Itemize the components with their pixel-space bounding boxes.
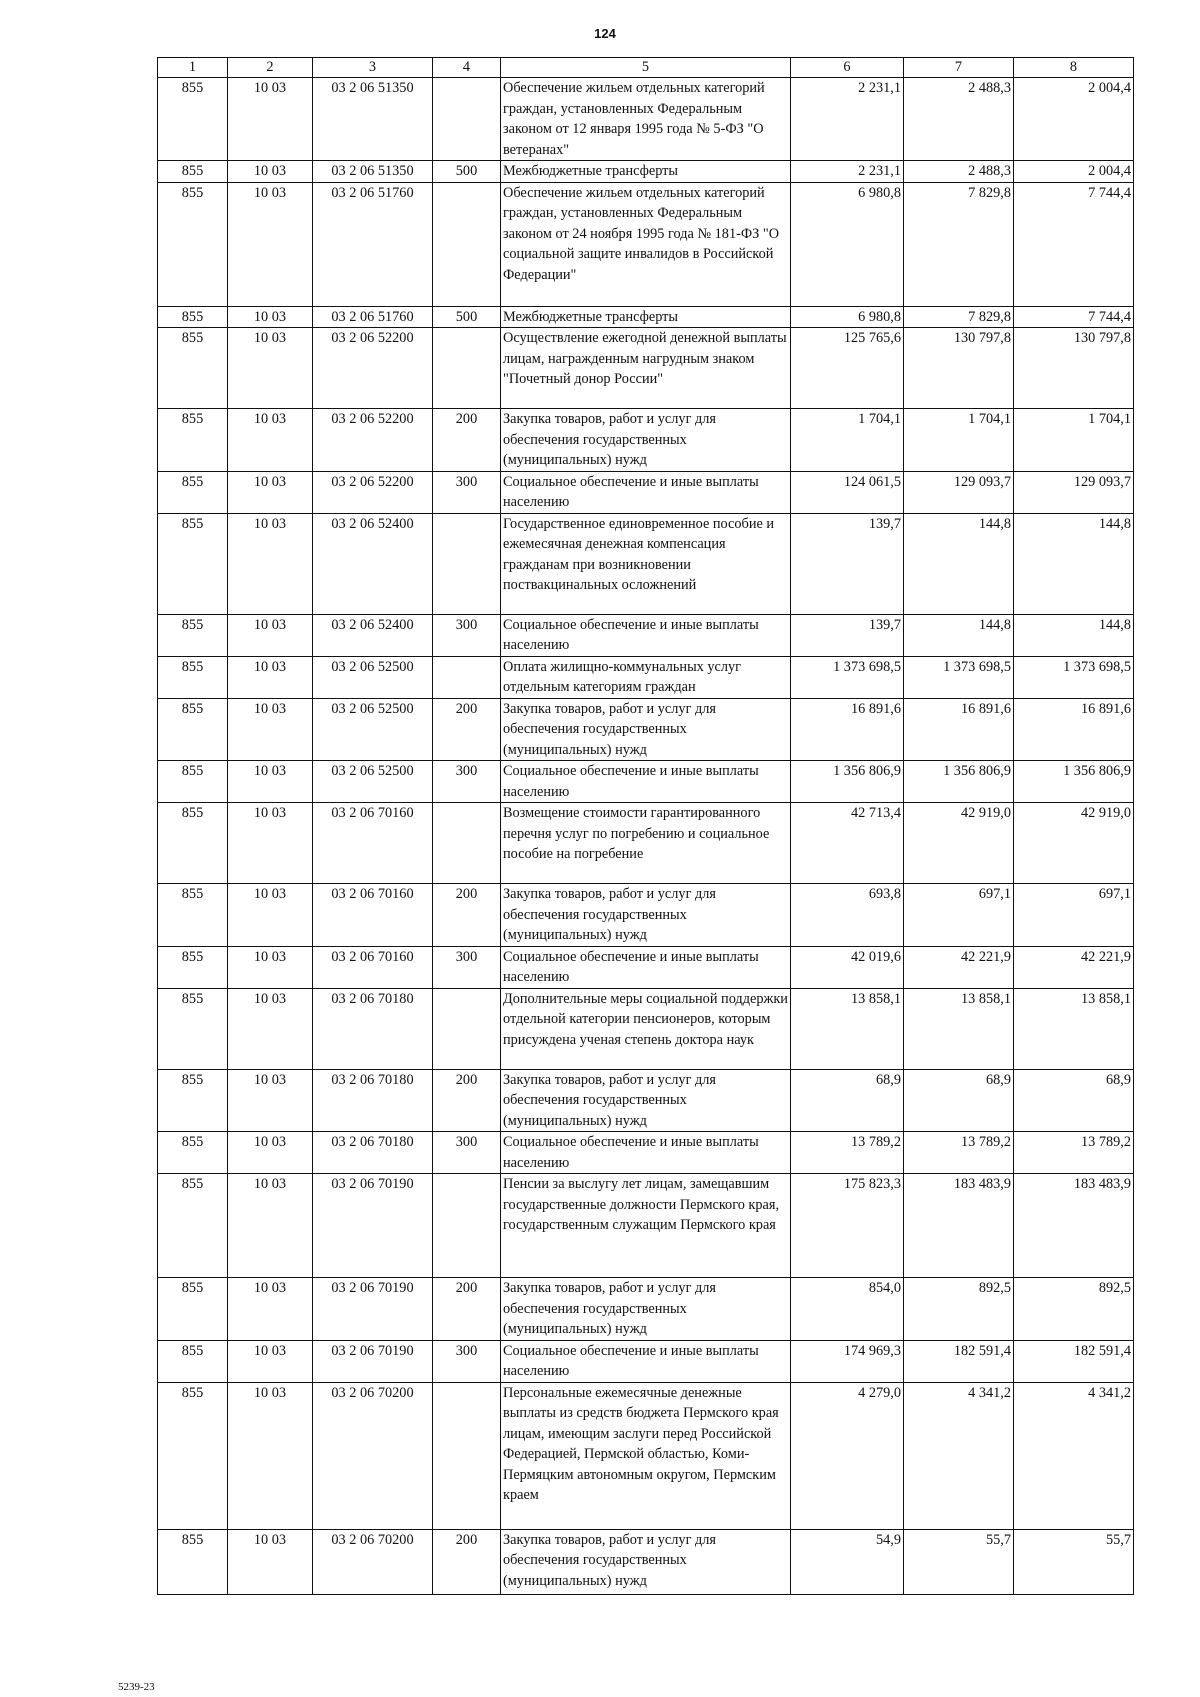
cell-amount-col6: 1 356 806,9	[791, 761, 904, 803]
table-row	[158, 1529, 1134, 1594]
cell-description: Оплата жилищно-коммунальных услуг отдельным категориям граждан	[501, 656, 791, 698]
cell-amount-col6: 54,9	[791, 1529, 904, 1594]
cell-amount-col7: 16 891,6	[904, 698, 1014, 761]
cell-section: 10 03	[228, 328, 313, 409]
cell-amount-col6: 6 980,8	[791, 306, 904, 328]
cell-target-article: 03 2 06 52200	[313, 471, 433, 513]
cell-amount-col7: 892,5	[904, 1278, 1014, 1341]
cell-target-article: 03 2 06 52500	[313, 761, 433, 803]
cell-amount-col7: 182 591,4	[904, 1340, 1014, 1382]
cell-amount-col7: 13 858,1	[904, 988, 1014, 1069]
cell-section: 10 03	[228, 698, 313, 761]
cell-description: Социальное обеспечение и иные выплаты населению	[501, 1132, 791, 1174]
column-header: 3	[313, 58, 433, 78]
cell-description: Обеспечение жильем отдельных категорий граждан, установленных Федеральным законом от 24 ноября 1995 года № 181-ФЗ "О социальной защите инвалидов в Российской Федерации"	[501, 182, 791, 306]
cell-expense-type: 300	[433, 1340, 501, 1382]
cell-department: 855	[158, 306, 228, 328]
cell-amount-col6: 2 231,1	[791, 161, 904, 183]
table-row	[158, 78, 1134, 161]
cell-target-article: 03 2 06 52400	[313, 614, 433, 656]
cell-expense-type	[433, 1174, 501, 1278]
page-number: 124	[594, 26, 616, 41]
cell-department: 855	[158, 698, 228, 761]
cell-department: 855	[158, 1529, 228, 1594]
cell-expense-type: 200	[433, 1069, 501, 1132]
table-row	[158, 1174, 1134, 1278]
column-header: 5	[501, 58, 791, 78]
cell-description: Социальное обеспечение и иные выплаты населению	[501, 946, 791, 988]
cell-department: 855	[158, 471, 228, 513]
cell-amount-col6: 13 858,1	[791, 988, 904, 1069]
cell-amount-col6: 42 713,4	[791, 803, 904, 884]
cell-amount-col7: 183 483,9	[904, 1174, 1014, 1278]
cell-section: 10 03	[228, 513, 313, 614]
cell-expense-type: 200	[433, 1529, 501, 1594]
table-row	[158, 182, 1134, 306]
cell-description: Осуществление ежегодной денежной выплаты лицам, награжденным нагрудным знаком "Почетный донор России"	[501, 328, 791, 409]
cell-amount-col8: 1 373 698,5	[1014, 656, 1134, 698]
table-row	[158, 1069, 1134, 1132]
cell-expense-type: 200	[433, 409, 501, 472]
cell-amount-col6: 693,8	[791, 884, 904, 947]
cell-description: Социальное обеспечение и иные выплаты населению	[501, 471, 791, 513]
cell-amount-col8: 16 891,6	[1014, 698, 1134, 761]
cell-amount-col6: 16 891,6	[791, 698, 904, 761]
cell-amount-col8: 183 483,9	[1014, 1174, 1134, 1278]
cell-description: Закупка товаров, работ и услуг для обеспечения государственных (муниципальных) нужд	[501, 1278, 791, 1341]
cell-amount-col8: 1 704,1	[1014, 409, 1134, 472]
cell-amount-col7: 13 789,2	[904, 1132, 1014, 1174]
cell-amount-col7: 1 373 698,5	[904, 656, 1014, 698]
cell-section: 10 03	[228, 182, 313, 306]
cell-expense-type: 500	[433, 306, 501, 328]
cell-amount-col7: 144,8	[904, 614, 1014, 656]
cell-amount-col8: 42 221,9	[1014, 946, 1134, 988]
cell-description: Социальное обеспечение и иные выплаты населению	[501, 761, 791, 803]
cell-amount-col6: 4 279,0	[791, 1382, 904, 1529]
cell-amount-col6: 1 704,1	[791, 409, 904, 472]
cell-section: 10 03	[228, 1382, 313, 1529]
cell-target-article: 03 2 06 52200	[313, 328, 433, 409]
cell-target-article: 03 2 06 70190	[313, 1340, 433, 1382]
table-row	[158, 946, 1134, 988]
cell-target-article: 03 2 06 70160	[313, 946, 433, 988]
cell-target-article: 03 2 06 70180	[313, 1132, 433, 1174]
cell-expense-type	[433, 1382, 501, 1529]
column-header: 2	[228, 58, 313, 78]
cell-amount-col7: 697,1	[904, 884, 1014, 947]
cell-target-article: 03 2 06 70160	[313, 884, 433, 947]
cell-expense-type: 300	[433, 471, 501, 513]
cell-section: 10 03	[228, 988, 313, 1069]
cell-amount-col7: 1 356 806,9	[904, 761, 1014, 803]
cell-amount-col8: 182 591,4	[1014, 1340, 1134, 1382]
cell-description: Закупка товаров, работ и услуг для обеспечения государственных (муниципальных) нужд	[501, 1529, 791, 1594]
column-header: 7	[904, 58, 1014, 78]
cell-amount-col8: 13 789,2	[1014, 1132, 1134, 1174]
cell-amount-col8: 55,7	[1014, 1529, 1134, 1594]
cell-expense-type	[433, 78, 501, 161]
cell-expense-type: 300	[433, 1132, 501, 1174]
cell-department: 855	[158, 656, 228, 698]
cell-amount-col6: 13 789,2	[791, 1132, 904, 1174]
cell-section: 10 03	[228, 884, 313, 947]
table-row	[158, 1340, 1134, 1382]
table-row	[158, 988, 1134, 1069]
cell-section: 10 03	[228, 1174, 313, 1278]
table-row	[158, 161, 1134, 183]
cell-section: 10 03	[228, 409, 313, 472]
cell-target-article: 03 2 06 70190	[313, 1174, 433, 1278]
cell-amount-col8: 892,5	[1014, 1278, 1134, 1341]
cell-department: 855	[158, 1069, 228, 1132]
cell-amount-col6: 125 765,6	[791, 328, 904, 409]
cell-amount-col7: 4 341,2	[904, 1382, 1014, 1529]
cell-expense-type	[433, 328, 501, 409]
table-row	[158, 1132, 1134, 1174]
cell-target-article: 03 2 06 52500	[313, 656, 433, 698]
cell-description: Обеспечение жильем отдельных категорий граждан, установленных Федеральным законом от 12 января 1995 года № 5-ФЗ "О ветеранах"	[501, 78, 791, 161]
cell-description: Государственное единовременное пособие и ежемесячная денежная компенсация гражданам при возникновении поствакцинальных осложнений	[501, 513, 791, 614]
cell-description: Социальное обеспечение и иные выплаты населению	[501, 614, 791, 656]
cell-amount-col8: 144,8	[1014, 614, 1134, 656]
cell-amount-col8: 1 356 806,9	[1014, 761, 1134, 803]
cell-description: Межбюджетные трансферты	[501, 306, 791, 328]
cell-target-article: 03 2 06 52200	[313, 409, 433, 472]
cell-description: Закупка товаров, работ и услуг для обеспечения государственных (муниципальных) нужд	[501, 409, 791, 472]
cell-expense-type: 300	[433, 761, 501, 803]
document-code: 5239-23	[118, 1681, 155, 1693]
cell-department: 855	[158, 946, 228, 988]
cell-amount-col8: 13 858,1	[1014, 988, 1134, 1069]
cell-department: 855	[158, 513, 228, 614]
cell-amount-col6: 6 980,8	[791, 182, 904, 306]
cell-amount-col6: 42 019,6	[791, 946, 904, 988]
cell-amount-col8: 7 744,4	[1014, 182, 1134, 306]
cell-amount-col8: 2 004,4	[1014, 161, 1134, 183]
cell-description: Закупка товаров, работ и услуг для обеспечения государственных (муниципальных) нужд	[501, 884, 791, 947]
cell-target-article: 03 2 06 70160	[313, 803, 433, 884]
cell-department: 855	[158, 614, 228, 656]
cell-department: 855	[158, 182, 228, 306]
cell-description: Дополнительные меры социальной поддержки отдельной категории пенсионеров, которым присуждена ученая степень доктора наук	[501, 988, 791, 1069]
cell-section: 10 03	[228, 1132, 313, 1174]
table-header-row	[158, 58, 1134, 78]
table-row	[158, 328, 1134, 409]
cell-department: 855	[158, 1382, 228, 1529]
cell-amount-col7: 55,7	[904, 1529, 1014, 1594]
cell-amount-col6: 139,7	[791, 513, 904, 614]
cell-department: 855	[158, 988, 228, 1069]
cell-section: 10 03	[228, 614, 313, 656]
column-header: 6	[791, 58, 904, 78]
table-row	[158, 306, 1134, 328]
cell-department: 855	[158, 1278, 228, 1341]
column-header: 8	[1014, 58, 1134, 78]
cell-expense-type: 500	[433, 161, 501, 183]
cell-target-article: 03 2 06 52500	[313, 698, 433, 761]
cell-amount-col7: 42 221,9	[904, 946, 1014, 988]
cell-section: 10 03	[228, 471, 313, 513]
cell-description: Пенсии за выслугу лет лицам, замещавшим государственные должности Пермского края, государственным служащим Пермского края	[501, 1174, 791, 1278]
cell-amount-col7: 129 093,7	[904, 471, 1014, 513]
budget-table	[157, 57, 1134, 1595]
cell-section: 10 03	[228, 1069, 313, 1132]
cell-description: Закупка товаров, работ и услуг для обеспечения государственных (муниципальных) нужд	[501, 1069, 791, 1132]
cell-amount-col6: 139,7	[791, 614, 904, 656]
cell-section: 10 03	[228, 306, 313, 328]
cell-description: Возмещение стоимости гарантированного перечня услуг по погребению и социальное пособие на погребение	[501, 803, 791, 884]
cell-section: 10 03	[228, 761, 313, 803]
cell-description: Межбюджетные трансферты	[501, 161, 791, 183]
cell-expense-type: 300	[433, 614, 501, 656]
table-row	[158, 409, 1134, 472]
cell-amount-col6: 2 231,1	[791, 78, 904, 161]
cell-target-article: 03 2 06 51760	[313, 306, 433, 328]
cell-amount-col7: 130 797,8	[904, 328, 1014, 409]
cell-target-article: 03 2 06 70180	[313, 1069, 433, 1132]
cell-amount-col7: 2 488,3	[904, 161, 1014, 183]
cell-amount-col6: 1 373 698,5	[791, 656, 904, 698]
cell-amount-col7: 7 829,8	[904, 182, 1014, 306]
cell-target-article: 03 2 06 70200	[313, 1382, 433, 1529]
cell-target-article: 03 2 06 51350	[313, 78, 433, 161]
cell-department: 855	[158, 884, 228, 947]
cell-department: 855	[158, 409, 228, 472]
cell-amount-col7: 68,9	[904, 1069, 1014, 1132]
table-row	[158, 1382, 1134, 1529]
cell-description: Закупка товаров, работ и услуг для обеспечения государственных (муниципальных) нужд	[501, 698, 791, 761]
cell-expense-type: 200	[433, 698, 501, 761]
cell-amount-col8: 2 004,4	[1014, 78, 1134, 161]
cell-department: 855	[158, 78, 228, 161]
cell-amount-col7: 7 829,8	[904, 306, 1014, 328]
cell-target-article: 03 2 06 70180	[313, 988, 433, 1069]
cell-section: 10 03	[228, 78, 313, 161]
table-row	[158, 884, 1134, 947]
cell-section: 10 03	[228, 803, 313, 884]
cell-target-article: 03 2 06 51760	[313, 182, 433, 306]
cell-expense-type	[433, 513, 501, 614]
cell-expense-type	[433, 803, 501, 884]
cell-expense-type	[433, 656, 501, 698]
cell-target-article: 03 2 06 70200	[313, 1529, 433, 1594]
cell-amount-col7: 1 704,1	[904, 409, 1014, 472]
cell-department: 855	[158, 803, 228, 884]
cell-amount-col7: 2 488,3	[904, 78, 1014, 161]
cell-amount-col8: 7 744,4	[1014, 306, 1134, 328]
cell-expense-type	[433, 988, 501, 1069]
cell-target-article: 03 2 06 52400	[313, 513, 433, 614]
cell-description: Социальное обеспечение и иные выплаты населению	[501, 1340, 791, 1382]
cell-target-article: 03 2 06 51350	[313, 161, 433, 183]
cell-target-article: 03 2 06 70190	[313, 1278, 433, 1341]
cell-amount-col8: 68,9	[1014, 1069, 1134, 1132]
cell-amount-col6: 175 823,3	[791, 1174, 904, 1278]
cell-department: 855	[158, 328, 228, 409]
cell-description: Персональные ежемесячные денежные выплаты из средств бюджета Пермского края лицам, имеющим заслуги перед Российской Федерацией, Пермской областью, Коми-Пермяцким автономным округом, Пермским краем	[501, 1382, 791, 1529]
table-row	[158, 471, 1134, 513]
cell-section: 10 03	[228, 1529, 313, 1594]
cell-department: 855	[158, 1132, 228, 1174]
table-row	[158, 513, 1134, 614]
cell-amount-col8: 4 341,2	[1014, 1382, 1134, 1529]
cell-department: 855	[158, 1174, 228, 1278]
cell-amount-col8: 42 919,0	[1014, 803, 1134, 884]
cell-amount-col6: 68,9	[791, 1069, 904, 1132]
cell-section: 10 03	[228, 946, 313, 988]
cell-expense-type: 200	[433, 884, 501, 947]
cell-amount-col8: 129 093,7	[1014, 471, 1134, 513]
cell-section: 10 03	[228, 1278, 313, 1341]
cell-section: 10 03	[228, 1340, 313, 1382]
cell-expense-type: 300	[433, 946, 501, 988]
table-row	[158, 803, 1134, 884]
table-row	[158, 656, 1134, 698]
column-header: 4	[433, 58, 501, 78]
cell-amount-col6: 854,0	[791, 1278, 904, 1341]
table-row	[158, 698, 1134, 761]
cell-expense-type: 200	[433, 1278, 501, 1341]
table-row	[158, 614, 1134, 656]
column-header: 1	[158, 58, 228, 78]
cell-expense-type	[433, 182, 501, 306]
cell-department: 855	[158, 161, 228, 183]
cell-amount-col8: 130 797,8	[1014, 328, 1134, 409]
cell-department: 855	[158, 1340, 228, 1382]
cell-amount-col8: 144,8	[1014, 513, 1134, 614]
table-row	[158, 761, 1134, 803]
table-row	[158, 1278, 1134, 1341]
cell-amount-col7: 42 919,0	[904, 803, 1014, 884]
cell-amount-col6: 124 061,5	[791, 471, 904, 513]
cell-amount-col6: 174 969,3	[791, 1340, 904, 1382]
cell-section: 10 03	[228, 656, 313, 698]
cell-amount-col8: 697,1	[1014, 884, 1134, 947]
cell-amount-col7: 144,8	[904, 513, 1014, 614]
cell-department: 855	[158, 761, 228, 803]
cell-section: 10 03	[228, 161, 313, 183]
